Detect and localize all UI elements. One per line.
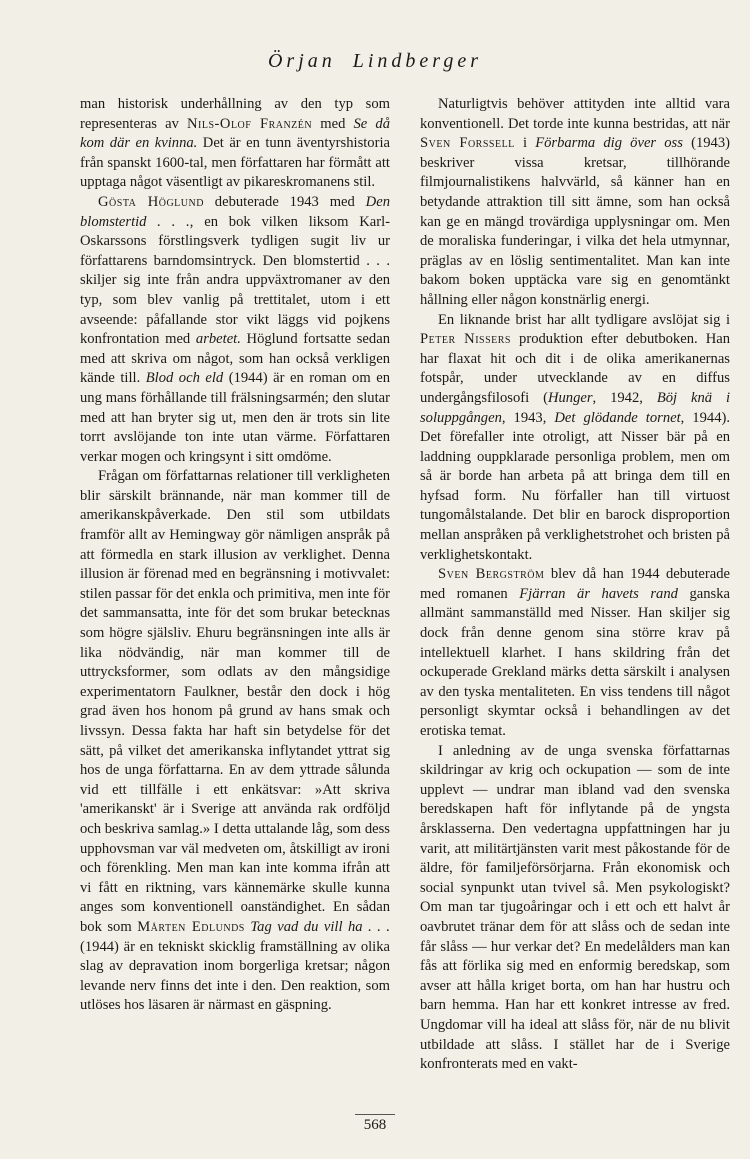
book-title: Fjärran är havets rand	[519, 585, 678, 602]
author-name: Sven Forssell	[420, 135, 515, 152]
text: (1944) är en tekniskt skicklig framställning av olika slag av depravation inom borgerliga kretsar; någon levande nerv finns det inte i den. Den reaktion, som utlöses hos läsaren är närmast en gäspning.	[80, 938, 390, 1014]
paragraph	[420, 565, 730, 741]
author-name: Sven Bergström	[438, 566, 545, 583]
page-number: 568	[355, 1114, 395, 1134]
author-name: Peter Nissers	[420, 331, 511, 348]
text: Det är en tunn äventyrshistoria från spanskt 1600-tal, men författaren har förmått att upptaga något väsentligt av pikareskromanens stil.	[80, 135, 390, 191]
paragraph	[80, 193, 390, 467]
paragraph	[420, 95, 730, 311]
text: Höglund fortsatte sedan med att skriva om något, som han också verkligen kände till.	[80, 331, 390, 387]
text: (1944) är en roman om en ung mans förhållande till frälsningsarmén; den slutar med att han bryter sig ut, men den är trots sin lite torrt avslöjande ton inte utan värme. Författaren verkar mogen och kringsynt i sitt omdöme.	[80, 370, 390, 465]
book-title: Hunger	[547, 389, 593, 406]
text: produktion efter debutboken. Han har flaxat hit och dit i de olika amerikanernas fotspår, under utvecklande av en diffus undergångsfilosofi (	[420, 331, 731, 406]
right-column	[420, 95, 730, 1075]
book-title: Förbarma dig över oss	[535, 135, 683, 152]
text: i	[514, 135, 536, 152]
text: med	[312, 115, 354, 132]
book-title: Blod och eld	[145, 370, 224, 387]
paragraph	[420, 742, 730, 1075]
author-name: Nils-Olof Franzén	[187, 115, 313, 132]
text: , 1942,	[592, 389, 657, 406]
paragraph	[420, 311, 730, 566]
paragraph	[80, 467, 390, 1016]
text: blev då han 1944 debuterade med romanen	[420, 566, 730, 602]
book-title: Den blomstertid . . .	[80, 193, 390, 230]
book-title: Böj knä i soluppgången	[420, 389, 730, 426]
text: I anledning av de unga svenska författarnas skildringar av krig och ockupation — som de inte upplevt — undrar man ibland vad den svenska beredskapen haft för inflytande på de yngsta årsklasserna. Den vedertagna uppfattningen har ju varit, att militärtjänsten varit mest påkostande för de äldre, för familjeförsörjarna. Från ekonomisk och social synpunkt utan tvivel så. Men psykologiskt? Om man tar tjugoåringar och i ett och ett halvt år oavbrutet tränar dem för att slåss och de sedan inte får slåss — hur verkar det? En medelålders man kan fås att förlika sig med en enformig beredskap, som avser att hålla kriget borta, om han har hustru och barn hemma. Han har ett konkret intresse av fred. Ungdomar vill ha ideal att slåss för, när de nu blivit utbildade att slåss. I stället har de i Sverige konfronterats med en vakt-	[420, 742, 730, 1073]
emphasis: arbetet.	[195, 331, 241, 348]
page-footer	[0, 1114, 750, 1134]
text: Frågan om författarnas relationer till verkligheten blir särskilt brännande, när man kommer till de amerikanskpåverkade. Den stil som utbildats framför allt av Hemingway gör nämligen anspråk på att förmedla en stark illusion av verklighet. Denna illusion är förenad med en begränsning i motivvalet: stilen passar för det enkla och primitiva, men inte för det sammansatta, inte för det som brukar betecknas som högre själsliv. Ehuru begränsningen inte alls är lika nödvändig, när man kommer till de uttrycksformer, som odlats av den mångsidige experimentatorn Faulkner, består den dock i hög grad även hos honom på grund av hans smak och livssyn. Dessa fakta har haft sin betydelse för det sätt, på vilket det amerikanska inflytandet yttrat sig hos de unga författarna. En av dem yttrade sålunda vid ett tillfälle i ett enkätsvar: »Att skriva 'amerikanskt' är i Sverige att använda rak ordföljd och beskriva samlag.» I detta uttalande låg, som dess upphovsman var väl medveten om, åtskilligt av ironi och förenkling. Men man kan inte komma ifrån att vi fått en riktning, vars kännemärke skulle kunna anges som konventionell oanständighet. En sådan bok som	[80, 468, 390, 935]
text: (1943) beskriver vissa kretsar, tillhörande filmjournalistikens halvvärld, så känner han en betydande attraktion till sitt ämne, som han också kan ge en mängd trovärdiga upplysningar om. Men de moraliska funderingar, i vilka det hela utmynnar, präglas av en löslig sentimentalitet. Man kan inte bakom boken upptäcka vare sig en genomtänkt hållning eller någon konstnärlig energi.	[420, 135, 730, 308]
book-title: Det glödande tornet	[554, 409, 681, 426]
text: Naturligtvis behöver attityden inte alltid vara konventionell. Det torde inte kunna bestridas, att när	[420, 96, 730, 132]
left-column	[80, 95, 390, 1016]
author-name: Gösta Höglund	[98, 193, 204, 210]
paragraph	[80, 95, 390, 193]
text: En liknande brist har allt tydligare avslöjat sig i	[438, 311, 730, 328]
text: ganska allmänt sammanställd med Nisser. Han skiljer sig dock från denne genom sina större krav på intellektuell klarhet. I hans skildring från det ockuperade Grekland märks detta särskilt i analysen av den tyska mentaliteten. En viss tendens till något personligt skymtar också i behandlingen av det erotiska temat.	[420, 585, 730, 739]
running-header: Örjan Lindberger	[267, 50, 483, 72]
book-title: Tag vad du vill ha . . .	[250, 918, 391, 935]
text: debuterade 1943 med	[203, 193, 366, 210]
text: man historisk underhållning av den typ som representeras av	[80, 96, 390, 132]
text: , 1943,	[501, 409, 555, 426]
book-title: Se då kom där en kvinna.	[80, 115, 390, 152]
text: , 1944). Det förefaller inte otroligt, att Nisser bär på en laddning ouppklarade personliga problem, men om så är borde han arbeta på att bringa dem till en hyfsad form. Nu förfaller han till virtuost tungomålstalande. Det blir en barock disproportion mellan anspråken på verklighetstrohet och bristen på verklighetskontakt.	[420, 409, 731, 563]
text: , en bok vilken liksom Karl-Oskarssons förstlingsverk tydligen sugit liv ur författarens barndomsintryck. Den blomstertid . . . skiljer sig inte från andra uppväxtromaner av den typ, som blev vanlig på trettitalet, utom i ett avseende: påfallande stor vikt läggs vid pojkens konfrontation med	[80, 213, 391, 348]
author-name: Mårten Edlunds	[137, 918, 245, 935]
